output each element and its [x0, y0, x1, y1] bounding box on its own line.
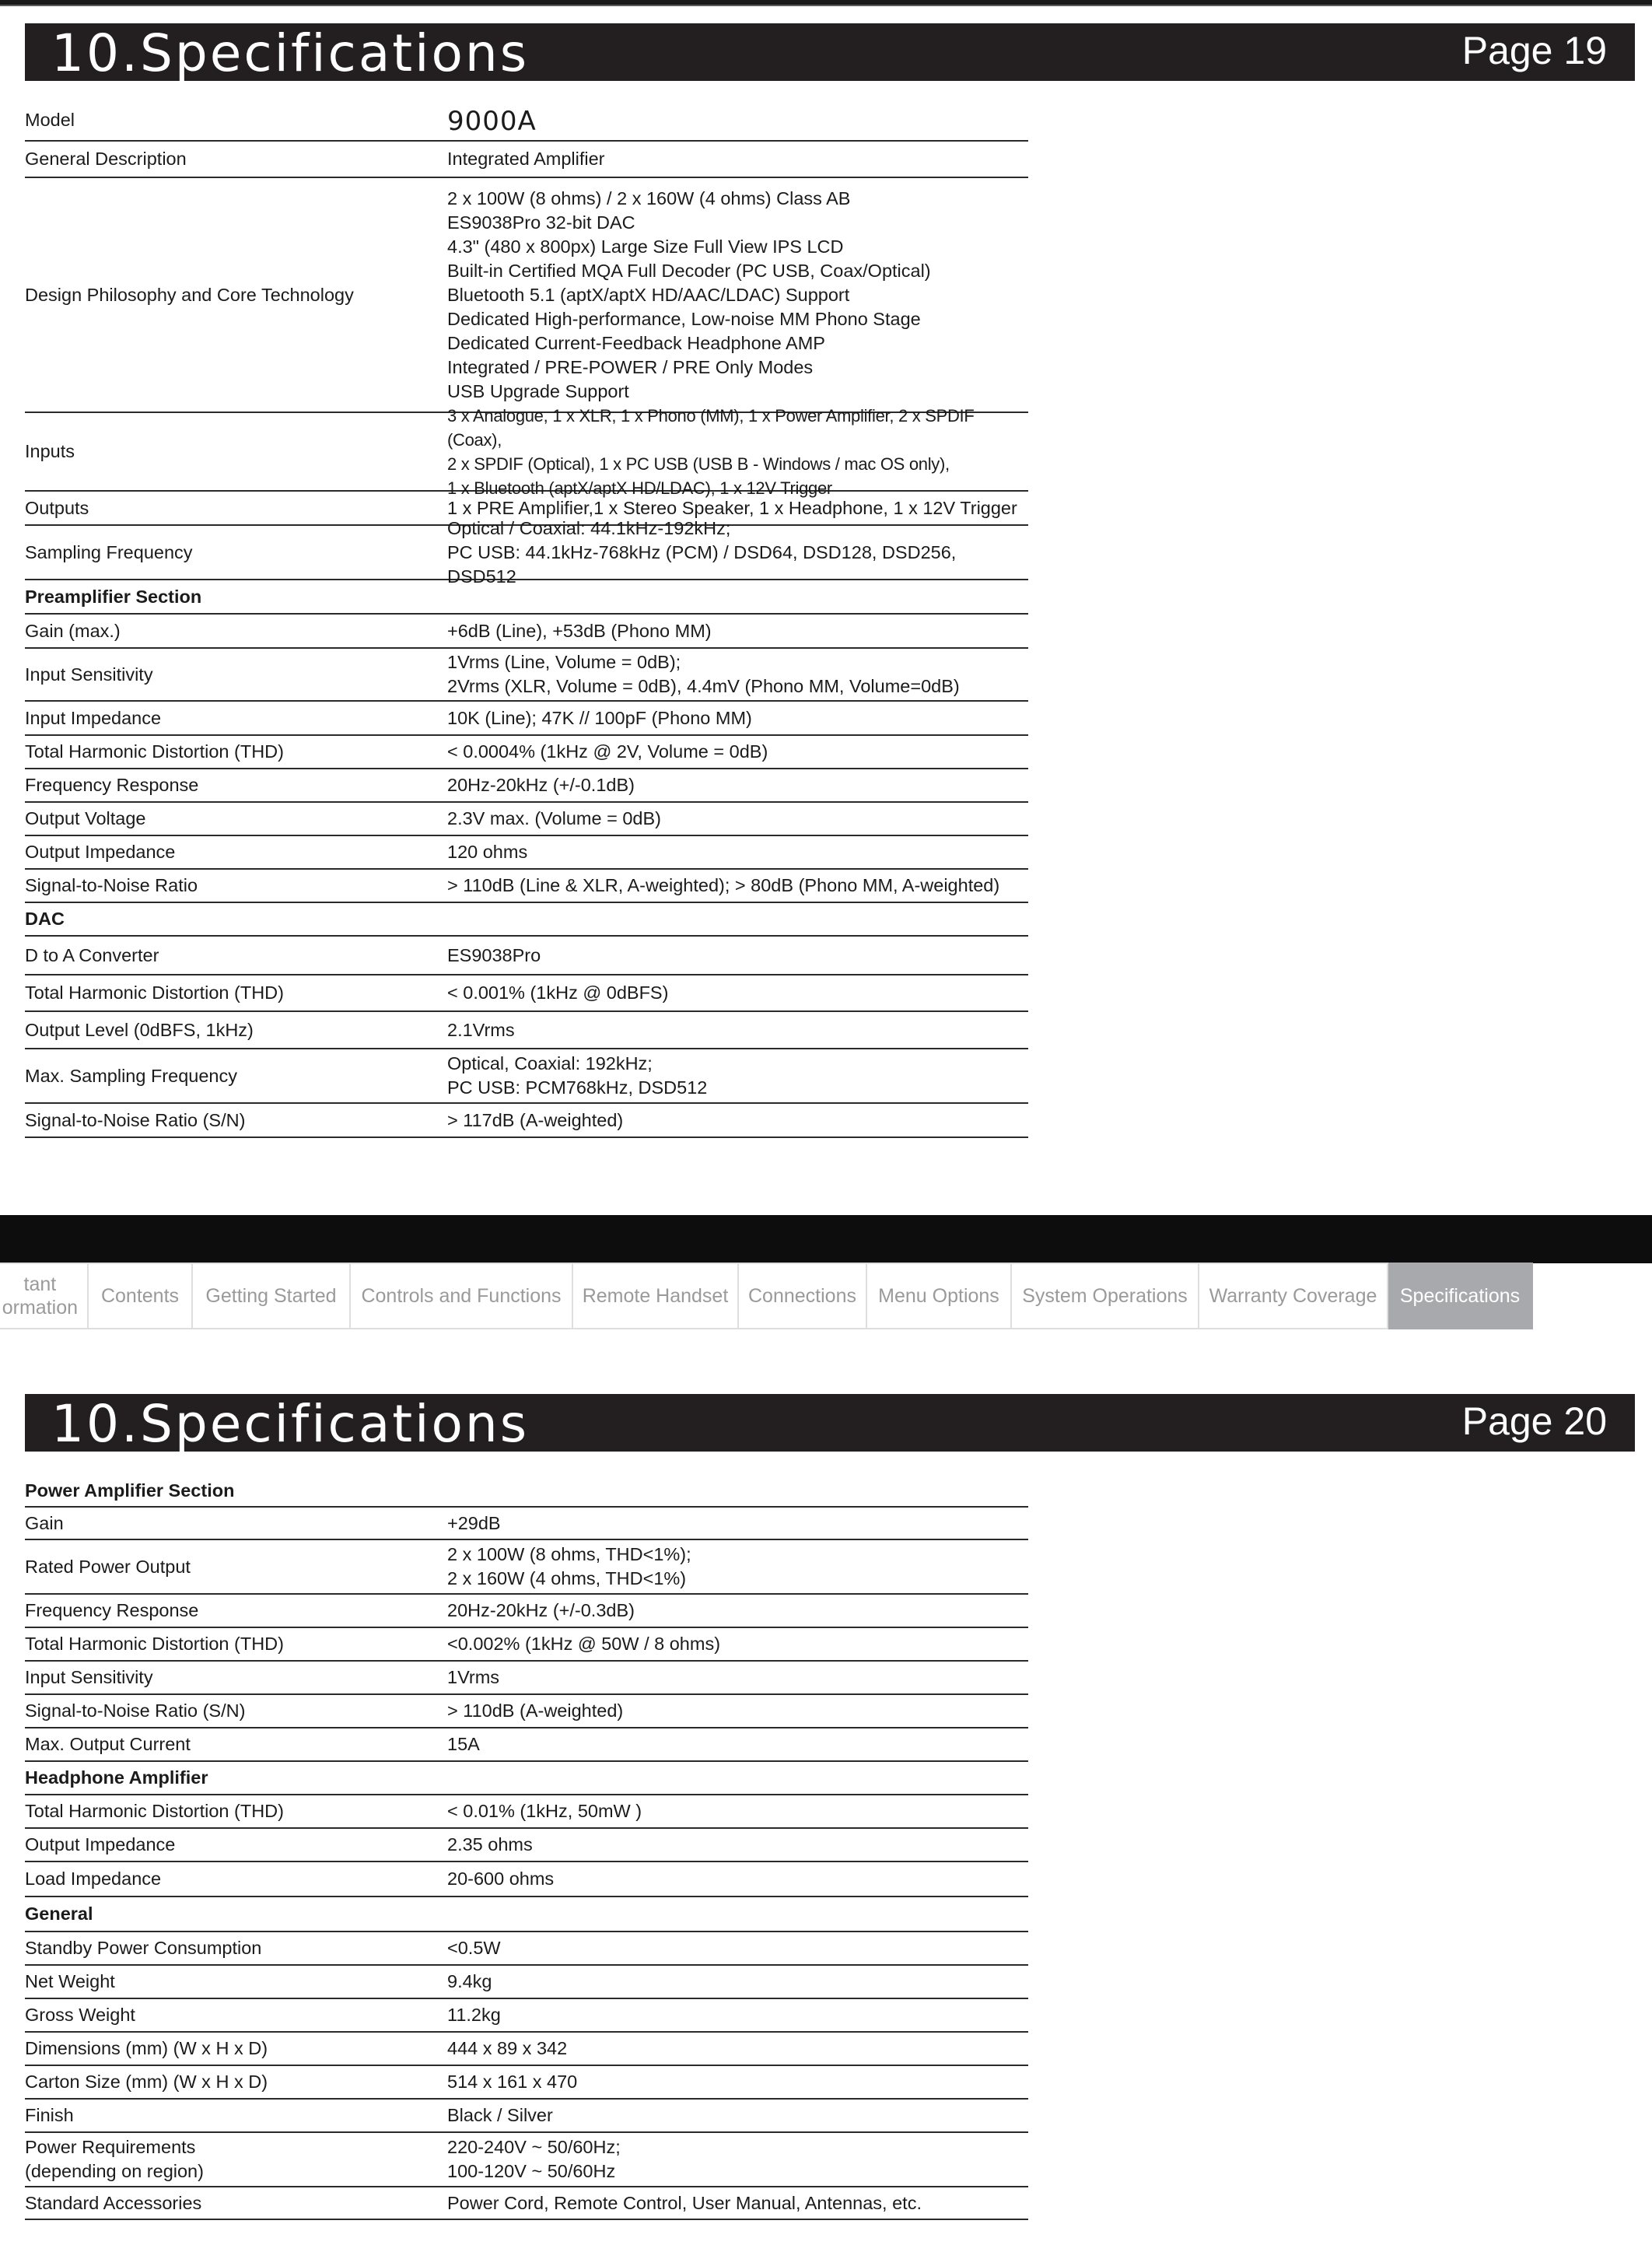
section-title: 10.Specifications: [51, 23, 530, 83]
spec-row: [25, 1508, 1028, 1540]
spec-value: 9.4kg: [447, 1971, 492, 1991]
spec-label: Signal-to-Noise Ratio (S/N): [25, 1109, 246, 1130]
spec-row: [25, 1104, 1028, 1138]
spec-label: Input Sensitivity: [25, 1667, 153, 1687]
section-title: 10.Specifications: [51, 1394, 530, 1454]
spec-value: 1Vrms (Line, Volume = 0dB); 2Vrms (XLR, Volume = 0dB), 4.4mV (Phono MM, Volume=0dB): [447, 652, 960, 696]
spec-table-page-19: [25, 100, 1028, 1138]
spec-label: Output Impedance: [25, 1834, 176, 1854]
spec-row: [25, 1829, 1028, 1862]
spec-row: [25, 2133, 1028, 2187]
spec-label: Finish: [25, 2105, 74, 2125]
spec-value: 20-600 ohms: [447, 1868, 555, 1889]
spec-label: Standard Accessories: [25, 2192, 202, 2213]
spec-table-page-20: [25, 1475, 1028, 2220]
spec-row: [25, 2066, 1028, 2100]
tab-getting-started[interactable]: Getting Started: [193, 1263, 351, 1329]
tab-controls-and-functions[interactable]: Controls and Functions: [351, 1263, 573, 1329]
spec-label: Total Harmonic Distortion (THD): [25, 1634, 284, 1654]
section-tab-bar: [0, 1263, 1533, 1329]
spec-label: Rated Power Output: [25, 1556, 191, 1577]
spec-value: > 110dB (A-weighted): [447, 1700, 624, 1721]
tab-system-operations[interactable]: System Operations: [1012, 1263, 1199, 1329]
spec-row: [25, 1728, 1028, 1762]
spec-row: [25, 702, 1028, 736]
spec-value: ES9038Pro: [447, 944, 541, 965]
spec-row: [25, 1628, 1028, 1662]
spec-label: Max. Output Current: [25, 1734, 191, 1754]
spec-label: Net Weight: [25, 1971, 115, 1991]
spec-value: 2 x 100W (8 ohms) / 2 x 160W (4 ohms) Class AB ES9038Pro 32-bit DAC 4.3" (480 x 800px) Large Size Full View IPS LCD Built-in Certified MQA Full Decoder (PC USB, Coax/Optical) Bluetooth 5.1 (aptX/aptX HD/AAC/LDAC) Support Dedicated High-performance, Low-noise MM Phono Stage Dedicated Current-Feedback Headphone AMP Integrated / PRE-POWER / PRE Only Modes USB Upgrade Support: [447, 187, 931, 401]
spec-label: Total Harmonic Distortion (THD): [25, 1801, 284, 1821]
spec-value: 20Hz-20kHz (+/-0.3dB): [447, 1600, 635, 1620]
spec-label: Total Harmonic Distortion (THD): [25, 982, 284, 1003]
spec-row: [25, 975, 1028, 1012]
spec-value: 2.35 ohms: [447, 1834, 533, 1854]
spec-section-heading: [25, 580, 1028, 615]
page-number: Page 20: [1461, 1399, 1607, 1443]
spec-value: Integrated Amplifier: [447, 149, 605, 169]
spec-value: > 117dB (A-weighted): [447, 1109, 624, 1130]
spec-label: D to A Converter: [25, 944, 159, 965]
spec-row-model: [25, 100, 1028, 142]
page-number: Page 19: [1461, 29, 1607, 72]
spec-value: 15A: [447, 1734, 480, 1754]
spec-label: Inputs: [25, 441, 75, 461]
spec-label: Output Level (0dBFS, 1kHz): [25, 1019, 254, 1040]
spec-value: < 0.0004% (1kHz @ 2V, Volume = 0dB): [447, 741, 768, 762]
tab-specifications[interactable]: Specifications: [1388, 1263, 1533, 1329]
spec-value: 514 x 161 x 470: [447, 2072, 578, 2092]
spec-row: [25, 1695, 1028, 1728]
spec-row: [25, 937, 1028, 975]
spec-value: +29dB: [447, 1512, 501, 1533]
spec-value: <0.5W: [447, 1938, 501, 1958]
spec-value: 10K (Line); 47K // 100pF (Phono MM): [447, 707, 752, 728]
spec-row: [25, 2187, 1028, 2220]
spec-label: Gain (max.): [25, 620, 121, 641]
spec-label: Total Harmonic Distortion (THD): [25, 741, 284, 762]
spec-label: General Description: [25, 149, 187, 169]
tab-contents[interactable]: Contents: [89, 1263, 193, 1329]
spec-label: Frequency Response: [25, 1600, 199, 1620]
spec-row: [25, 1999, 1028, 2033]
spec-value: 3 x Analogue, 1 x XLR, 1 x Phono (MM), 1 x Power Amplifier, 2 x SPDIF (Coax), 2 x SPDIF (Optical), 1 x PC USB (USB B - Windows / mac OS only), 1 x Bluetooth (aptX/aptX HD/LDAC), 1 x 12V Trigger: [447, 405, 975, 498]
spec-value: Optical / Coaxial: 44.1kHz-192kHz; PC USB: 44.1kHz-768kHz (PCM) / DSD64, DSD128, DSD256, DSD512: [447, 517, 957, 587]
spec-label: Gain: [25, 1512, 64, 1533]
spec-value: 120 ohms: [447, 842, 528, 862]
spec-label: Output Voltage: [25, 808, 146, 828]
spec-section-heading: [25, 1475, 1028, 1508]
spec-label: Design Philosophy and Core Technology: [25, 284, 354, 305]
spec-row: [25, 870, 1028, 903]
spec-row: [25, 405, 1028, 498]
page-header-20: [25, 1394, 1635, 1452]
spec-label: Carton Size (mm) (W x H x D): [25, 2072, 268, 2092]
page-header-19: [25, 23, 1635, 81]
spec-row: [25, 769, 1028, 803]
spec-row: [25, 1012, 1028, 1049]
tab-warranty-coverage[interactable]: Warranty Coverage: [1199, 1263, 1388, 1329]
spec-section-heading: [25, 903, 1028, 937]
section-heading: DAC: [25, 909, 65, 929]
section-heading: Headphone Amplifier: [25, 1767, 208, 1788]
spec-row: [25, 178, 1028, 413]
spec-value: 2.1Vrms: [447, 1019, 515, 1040]
spec-row: [25, 517, 1028, 587]
spec-label: Model: [25, 109, 75, 130]
model-name: 9000A: [447, 106, 537, 137]
spec-value: Black / Silver: [447, 2105, 553, 2125]
spec-row: [25, 1932, 1028, 1966]
top-border-highlight: [0, 5, 1652, 6]
tab-connections[interactable]: Connections: [739, 1263, 867, 1329]
spec-row: [25, 1862, 1028, 1897]
tab-important-information[interactable]: tant ormation: [0, 1263, 89, 1329]
spec-value: +6dB (Line), +53dB (Phono MM): [447, 620, 712, 641]
spec-row: [25, 1595, 1028, 1628]
spec-row: [25, 615, 1028, 649]
spec-label: Outputs: [25, 497, 89, 518]
spec-value: Power Cord, Remote Control, User Manual, Antennas, etc.: [447, 2192, 922, 2213]
spec-value: > 110dB (Line & XLR, A-weighted); > 80dB (Phono MM, A-weighted): [447, 875, 1000, 895]
spec-value: < 0.01% (1kHz, 50mW ): [447, 1801, 642, 1821]
spec-value: 220-240V ~ 50/60Hz; 100-120V ~ 50/60Hz: [447, 2137, 621, 2181]
spec-label: Input Impedance: [25, 707, 162, 728]
spec-value: 1Vrms: [447, 1667, 500, 1687]
spec-value: 1 x PRE Amplifier,1 x Stereo Speaker, 1 x Headphone, 1 x 12V Trigger: [447, 497, 1017, 518]
spec-label: Output Impedance: [25, 842, 176, 862]
spec-section-heading: [25, 1897, 1028, 1932]
spec-label: Signal-to-Noise Ratio: [25, 875, 198, 895]
spec-row: [25, 1049, 1028, 1104]
section-heading: General: [25, 1904, 93, 1924]
spec-label: Input Sensitivity: [25, 664, 153, 685]
spec-value: <0.002% (1kHz @ 50W / 8 ohms): [447, 1634, 721, 1654]
spec-label: Signal-to-Noise Ratio (S/N): [25, 1700, 246, 1721]
spec-label: Frequency Response: [25, 775, 199, 795]
spec-section-heading: [25, 1762, 1028, 1795]
spec-label: Standby Power Consumption: [25, 1938, 262, 1958]
spec-value: 2 x 100W (8 ohms, THD<1%); 2 x 160W (4 ohms, THD<1%): [447, 1544, 691, 1588]
viewer-divider-band: [0, 1215, 1652, 1263]
spec-value: Optical, Coaxial: 192kHz; PC USB: PCM768kHz, DSD512: [447, 1053, 708, 1098]
spec-row: [25, 142, 1028, 178]
tab-menu-options[interactable]: Menu Options: [867, 1263, 1012, 1329]
spec-label: Gross Weight: [25, 2005, 135, 2025]
spec-label: Max. Sampling Frequency: [25, 1065, 237, 1086]
spec-row: [25, 1662, 1028, 1695]
spec-row: [25, 2100, 1028, 2133]
spec-row: [25, 1795, 1028, 1829]
spec-label: Load Impedance: [25, 1868, 162, 1889]
spec-label: Dimensions (mm) (W x H x D): [25, 2038, 268, 2058]
spec-value: 2.3V max. (Volume = 0dB): [447, 808, 661, 828]
spec-row: [25, 1966, 1028, 1999]
spec-label: Sampling Frequency: [25, 541, 193, 562]
spec-row: [25, 649, 1028, 702]
spec-label: Power Requirements (depending on region): [25, 2137, 204, 2181]
section-heading: Power Amplifier Section: [25, 1480, 235, 1501]
spec-value: 11.2kg: [447, 2005, 501, 2025]
spec-row: [25, 803, 1028, 836]
spec-value: 20Hz-20kHz (+/-0.1dB): [447, 775, 635, 795]
spec-row: [25, 2033, 1028, 2066]
tab-remote-handset[interactable]: Remote Handset: [573, 1263, 739, 1329]
spec-row: [25, 1540, 1028, 1595]
spec-row: [25, 736, 1028, 769]
spec-row: [25, 836, 1028, 870]
section-heading: Preamplifier Section: [25, 586, 202, 607]
spec-value: < 0.001% (1kHz @ 0dBFS): [447, 982, 669, 1003]
spec-value: 444 x 89 x 342: [447, 2038, 568, 2058]
